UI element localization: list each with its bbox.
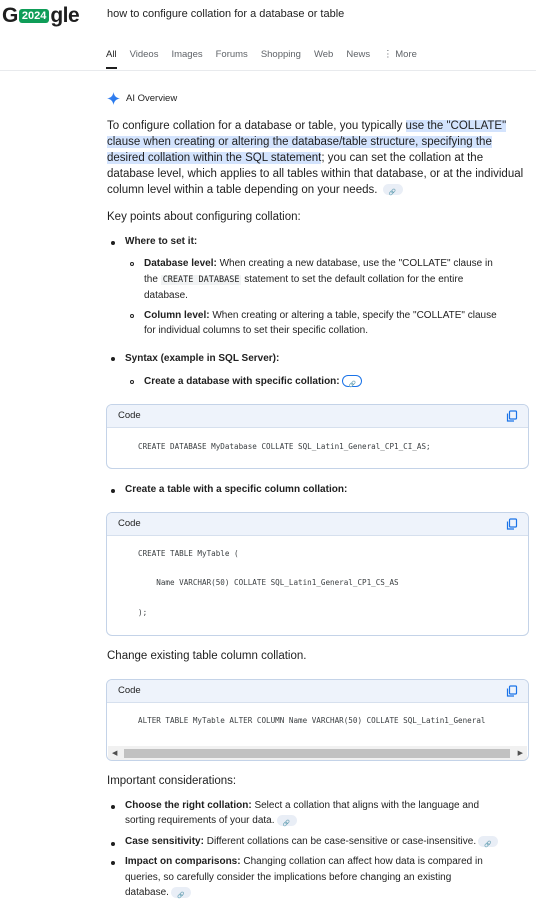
db-level-text-2a: the [144, 274, 161, 285]
bullet-ring [130, 262, 134, 266]
tab-images[interactable]: Images [171, 49, 203, 60]
important-item-1 [125, 798, 479, 814]
code-line: CREATE TABLE MyTable ( [138, 549, 239, 558]
source-link-icon[interactable] [342, 375, 362, 387]
sparkle-icon [107, 92, 120, 105]
tab-shopping[interactable]: Shopping [260, 49, 301, 60]
scroll-left-icon[interactable]: ◀ [112, 750, 118, 757]
create-db-label [144, 374, 362, 390]
google-logo[interactable] [2, 5, 79, 27]
summary-highlight[interactable]: use the "COLLATE" clause when creating or altering the database/table structure, specifying the desired collation within the SQL statement [107, 120, 507, 164]
imp3-text-1: Changing collation can affect how data is compared in [240, 856, 483, 867]
tab-web[interactable]: Web [313, 49, 334, 60]
copy-icon[interactable] [506, 685, 518, 697]
db-level-text-2b: statement to set the default collation for the entire [241, 274, 464, 285]
col-level-text-1: When creating or altering a table, specify the "COLLATE" clause [209, 310, 497, 321]
db-level-label: Database level: [144, 258, 217, 269]
imp3-text-3: database. [125, 887, 169, 898]
code-label: Code [118, 518, 141, 529]
header-divider [0, 70, 536, 71]
db-level-text-1: When creating a new database, use the "COLLATE" clause in [216, 258, 493, 269]
tab-news[interactable]: News [346, 49, 371, 60]
bullet-dot [111, 357, 115, 361]
important-item-3-line3 [125, 885, 191, 901]
imp2-label: Case sensitivity: [125, 836, 204, 847]
imp2-text: Different collations can be case-sensitive or case-insensitive. [203, 836, 477, 847]
change-heading: Change existing table column collation. [107, 650, 307, 662]
where-label: Where to set it: [125, 236, 198, 247]
code-line: Name VARCHAR(50) COLLATE SQL_Latin1_General_CP1_CS_AS [138, 578, 399, 587]
important-heading: Important considerations: [107, 775, 237, 787]
bullet-dot [111, 805, 115, 809]
db-level-item [144, 256, 529, 272]
logo-text-left: G [2, 4, 18, 27]
code-line: ); [138, 608, 148, 617]
bullet-dot [111, 861, 115, 865]
code-label: Code [118, 685, 141, 696]
ai-overview-label: AI Overview [126, 93, 178, 104]
ai-overview-summary [107, 118, 527, 198]
source-link-icon[interactable] [171, 887, 191, 898]
scroll-thumb[interactable] [124, 749, 510, 758]
important-item-2 [125, 834, 498, 850]
important-item-1-line2 [125, 813, 297, 829]
imp1-label: Choose the right collation: [125, 800, 252, 811]
logo-doodle-badge: 2024 [19, 9, 49, 23]
logo-text-right: gle [50, 4, 80, 27]
important-item-3-line2: queries, so carefully consider the implications before changing an existing [125, 872, 452, 883]
create-table-label: Create a table with a specific column collation: [125, 484, 348, 495]
tab-more[interactable]: ⋮ More [383, 49, 417, 60]
search-input[interactable]: how to configure collation for a database or table [107, 8, 345, 20]
db-level-line3: database. [144, 290, 188, 301]
col-level-label: Column level: [144, 310, 210, 321]
code-block-3 [106, 679, 529, 761]
create-db-text: Create a database with specific collation: [144, 376, 340, 387]
important-item-3 [125, 854, 483, 870]
code-block-1 [106, 404, 529, 469]
bullet-ring [130, 314, 134, 318]
tab-all[interactable]: All [106, 49, 117, 67]
code-line: CREATE DATABASE MyDatabase COLLATE SQL_Latin1_General_CP1_CI_AS; [138, 442, 431, 451]
code-block-2 [106, 512, 529, 636]
code-line: ALTER TABLE MyTable ALTER COLUMN Name VARCHAR(50) COLLATE SQL_Latin1_General [138, 716, 486, 725]
col-level-line2: for individual columns to set their specific collation. [144, 325, 368, 336]
inline-code: CREATE DATABASE [162, 275, 240, 285]
scroll-right-icon[interactable]: ▶ [517, 750, 523, 757]
db-level-line2 [144, 272, 463, 288]
copy-icon[interactable] [506, 518, 518, 530]
bullet-dot [111, 842, 115, 846]
tab-videos[interactable]: Videos [129, 49, 159, 60]
code-header [107, 405, 528, 428]
code-header [107, 680, 528, 703]
key-points-heading: Key points about configuring collation: [107, 211, 301, 223]
summary-text-end: ; you can set the collation at the database level, which applies to all tables within that database, or at the individual column level within a table depending on your needs. [107, 152, 524, 196]
ai-overview-header [107, 92, 177, 105]
source-link-icon[interactable] [383, 184, 403, 195]
imp3-label: Impact on comparisons: [125, 856, 241, 867]
bullet-ring [130, 380, 134, 384]
bullet-dot [111, 241, 115, 245]
horizontal-scrollbar[interactable] [108, 746, 527, 760]
bullet-dot [111, 489, 115, 493]
summary-text-start: To configure collation for a database or table, you typically [107, 120, 406, 132]
col-level-item [144, 308, 497, 324]
code-label: Code [118, 410, 141, 421]
copy-icon[interactable] [506, 410, 518, 422]
imp1-text-1: Select a collation that aligns with the language and [251, 800, 480, 811]
source-link-icon[interactable] [478, 836, 498, 847]
search-tabs [106, 49, 430, 67]
source-link-icon[interactable] [277, 815, 297, 826]
imp1-text-2: sorting requirements of your data. [125, 815, 275, 826]
syntax-label: Syntax (example in SQL Server): [125, 353, 280, 364]
code-header [107, 513, 528, 536]
tab-forums[interactable]: Forums [215, 49, 248, 60]
